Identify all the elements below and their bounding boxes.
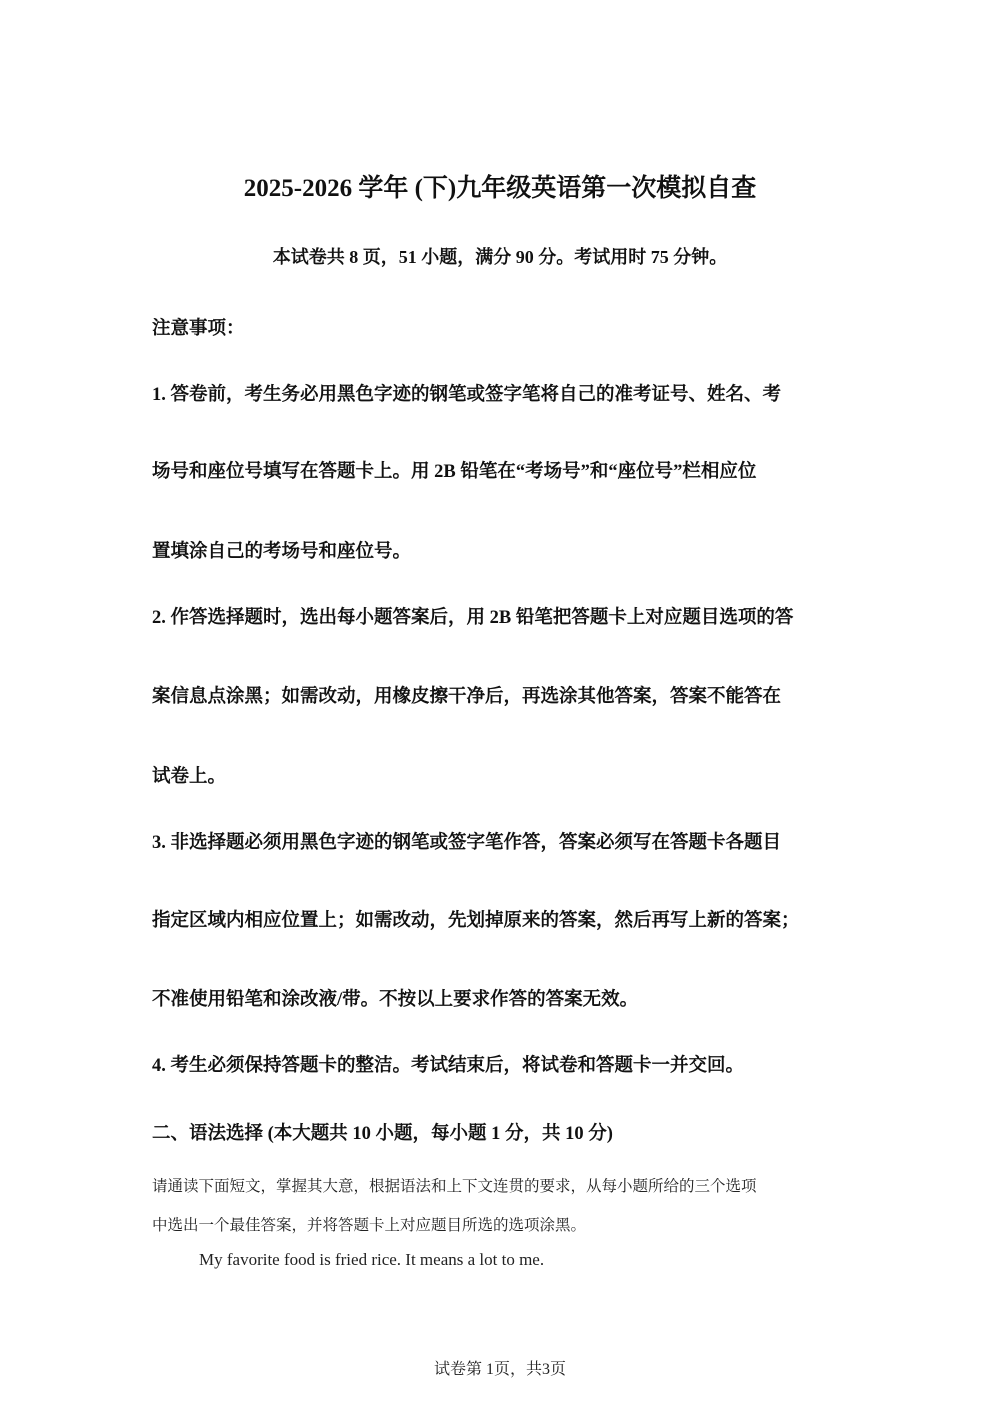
notice-line: 案信息点涂黑；如需改动，用橡皮擦干净后，再选涂其他答案，答案不能答在: [152, 687, 782, 707]
notice-line: 试卷上。: [152, 767, 227, 787]
notice-line: 4. 考生必须保持答题卡的整洁。考试结束后，将试卷和答题卡一并交回。: [152, 1056, 745, 1076]
exam-title: 2025-2026 学年 (下)九年级英语第一次模拟自查: [243, 175, 757, 202]
notice-line: 2. 作答选择题时，选出每小题答案后，用 2B 铅笔把答题卡上对应题目选项的答: [152, 608, 794, 628]
passage-text: My favorite food is fried rice. It means a lot to me.: [199, 1250, 545, 1269]
notice-line: 3. 非选择题必须用黑色字迹的钢笔或签字笔作答，答案必须写在答题卡各题目: [152, 833, 782, 853]
instruction-line: 中选出一个最佳答案，并将答题卡上对应题目所选的选项涂黑。: [152, 1216, 587, 1234]
notice-heading: 注意事项：: [152, 319, 245, 339]
instruction-line: 请通读下面短文，掌握其大意，根据语法和上下文连贯的要求，从每小题所给的三个选项: [152, 1177, 757, 1195]
notice-line: 指定区域内相应位置上；如需改动，先划掉原来的答案，然后再写上新的答案；: [152, 911, 800, 931]
notice-line: 不准使用铅笔和涂改液/带。不按以上要求作答的答案无效。: [152, 990, 639, 1010]
notice-line: 场号和座位号填写在答题卡上。用 2B 铅笔在“考场号”和“座位号”栏相应位: [152, 462, 757, 482]
page-footer: 试卷第 1页，共3页: [433, 1361, 566, 1378]
notice-line: 置填涂自己的考场号和座位号。: [152, 542, 412, 562]
exam-subtitle: 本试卷共 8 页，51 小题，满分 90 分。考试用时 75 分钟。: [272, 247, 728, 267]
notice-line: 1. 答卷前，考生务必用黑色字迹的钢笔或签字笔将自己的准考证号、姓名、考: [152, 385, 782, 405]
section-heading: 二、语法选择 (本大题共 10 小题，每小题 1 分，共 10 分): [152, 1124, 613, 1144]
